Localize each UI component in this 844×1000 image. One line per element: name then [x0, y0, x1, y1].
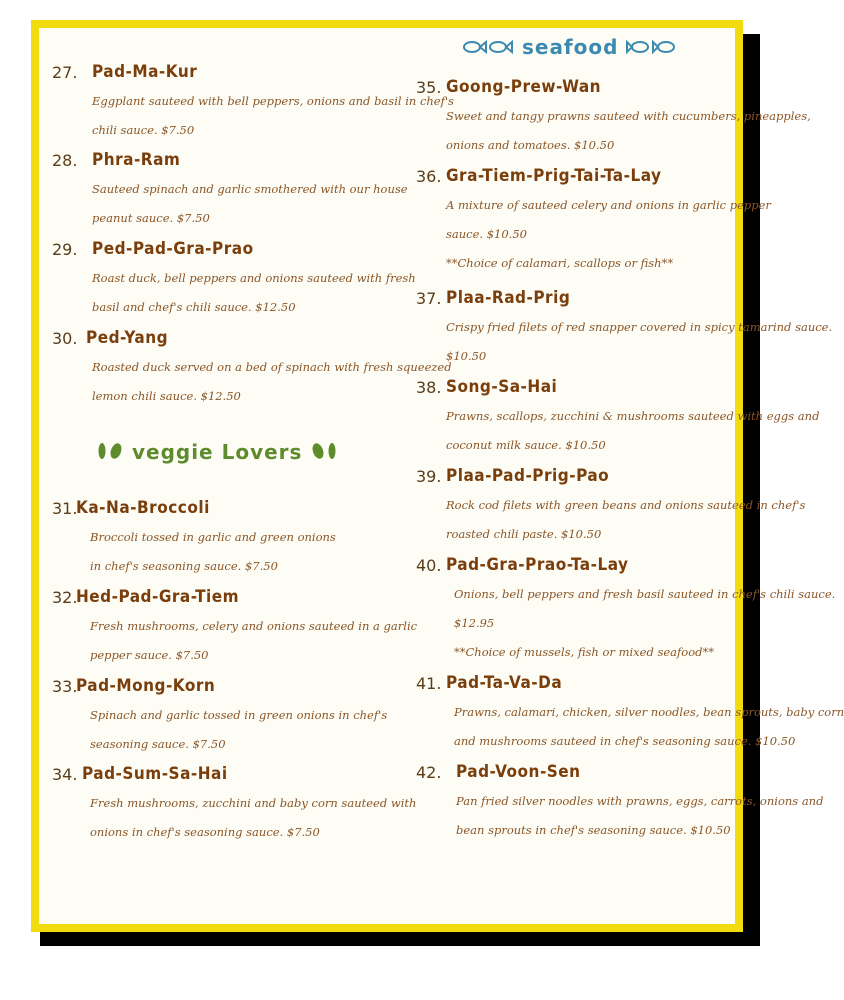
item-name: Ka-Na-Broccoli: [76, 498, 210, 518]
item-description: peanut sauce. $7.50: [92, 211, 210, 225]
item-number: 36.: [416, 167, 442, 186]
item-number: 29.: [52, 240, 78, 259]
seafood-title: seafood: [521, 35, 619, 59]
item-description: Broccoli tossed in garlic and green onions: [90, 530, 336, 544]
item-number: 27.: [52, 63, 78, 82]
item-description: coconut milk sauce. $10.50: [446, 438, 606, 452]
item-number: 39.: [416, 467, 442, 486]
item-name: Pad-Sum-Sa-Hai: [82, 764, 228, 784]
item-name: Plaa-Rad-Prig: [446, 288, 571, 308]
item-number: 37.: [416, 289, 442, 308]
item-description: A mixture of sauteed celery and onions in garlic pepper: [446, 198, 771, 212]
item-description: and mushrooms sauteed in chef's seasoning sauce. $10.50: [454, 734, 796, 748]
item-description: Eggplant sauteed with bell peppers, onions and basil in chef's: [92, 94, 454, 108]
item-description: $12.95: [454, 616, 495, 630]
item-description: basil and chef's chili sauce. $12.50: [92, 300, 296, 314]
item-description: seasoning sauce. $7.50: [90, 737, 226, 751]
item-name: Plaa-Pad-Prig-Pao: [446, 466, 610, 486]
item-name: Pad-Ma-Kur: [92, 62, 198, 82]
item-description: Fresh mushrooms, celery and onions sauteed in a garlic: [90, 619, 418, 633]
item-name: Pad-Mong-Korn: [76, 676, 216, 696]
item-description: $10.50: [446, 349, 487, 363]
item-number: 42.: [416, 763, 442, 782]
item-name: Pad-Ta-Va-Da: [446, 673, 563, 693]
leaf-icon: [96, 441, 124, 466]
item-description: lemon chili sauce. $12.50: [92, 389, 241, 403]
fish-icon: [626, 37, 678, 61]
veggie-title: veggie Lovers: [131, 440, 303, 464]
item-description: onions and tomatoes. $10.50: [446, 138, 615, 152]
item-name: Goong-Prew-Wan: [446, 77, 602, 97]
item-number: 30.: [52, 329, 78, 348]
item-description: pepper sauce. $7.50: [90, 648, 209, 662]
veggie-heading: [96, 440, 338, 466]
item-number: 34.: [52, 765, 78, 784]
seafood-heading: [462, 35, 678, 61]
item-description: Rock cod filets with green beans and onions sauteed in chef's: [446, 498, 806, 512]
item-description: Sweet and tangy prawns sauteed with cucumbers, pineapples,: [446, 109, 811, 123]
item-description: roasted chili paste. $10.50: [446, 527, 602, 541]
item-description: chili sauce. $7.50: [92, 123, 195, 137]
item-name: Ped-Pad-Gra-Prao: [92, 239, 254, 259]
item-name: Ped-Yang: [86, 328, 169, 348]
item-description: Pan fried silver noodles with prawns, eggs, carrots, onions and: [456, 794, 824, 808]
item-description: Fresh mushrooms, zucchini and baby corn sauteed with: [90, 796, 417, 810]
item-number: 33.: [52, 677, 78, 696]
item-name: Pad-Gra-Prao-Ta-Lay: [446, 555, 629, 575]
item-number: 35.: [416, 78, 442, 97]
item-number: 40.: [416, 556, 442, 575]
item-name: Hed-Pad-Gra-Tiem: [76, 587, 240, 607]
item-description: Sauteed spinach and garlic smothered with our house: [92, 182, 408, 196]
item-number: 38.: [416, 378, 442, 397]
item-name: Song-Sa-Hai: [446, 377, 558, 397]
item-name: Pad-Voon-Sen: [456, 762, 581, 782]
item-description: sauce. $10.50: [446, 227, 527, 241]
item-description: onions in chef's seasoning sauce. $7.50: [90, 825, 320, 839]
item-number: 31.: [52, 499, 78, 518]
item-note: **Choice of mussels, fish or mixed seafood**: [454, 645, 714, 659]
item-description: Prawns, scallops, zucchini & mushrooms sauteed with eggs and: [446, 409, 820, 423]
leaf-icon: [310, 441, 338, 466]
item-description: Roasted duck served on a bed of spinach with fresh squeezed: [92, 360, 452, 374]
item-number: 41.: [416, 674, 442, 693]
item-description: Crispy fried filets of red snapper covered in spicy tamarind sauce.: [446, 320, 833, 334]
item-description: Roast duck, bell peppers and onions sauteed with fresh: [92, 271, 416, 285]
item-number: 32.: [52, 588, 78, 607]
item-description: in chef's seasoning sauce. $7.50: [90, 559, 278, 573]
item-description: Prawns, calamari, chicken, silver noodles, bean sprouts, baby corn: [454, 705, 844, 719]
item-name: Phra-Ram: [92, 150, 181, 170]
item-description: Onions, bell peppers and fresh basil sauteed in chef's chili sauce.: [454, 587, 836, 601]
item-name: Gra-Tiem-Prig-Tai-Ta-Lay: [446, 166, 662, 186]
item-description: Spinach and garlic tossed in green onions in chef's: [90, 708, 388, 722]
item-note: **Choice of calamari, scallops or fish**: [446, 256, 674, 270]
fish-icon: [462, 37, 514, 61]
item-number: 28.: [52, 151, 78, 170]
item-description: bean sprouts in chef's seasoning sauce. $10.50: [456, 823, 731, 837]
